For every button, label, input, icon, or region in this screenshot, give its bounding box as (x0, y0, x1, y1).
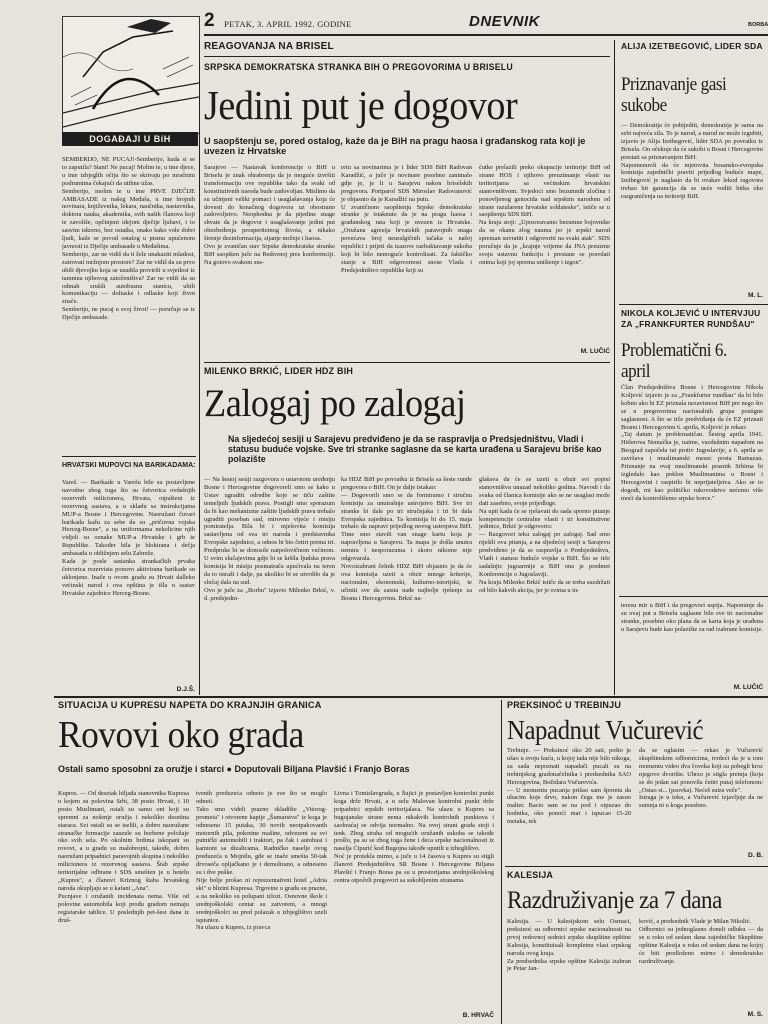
sidebar-column-rule (199, 40, 200, 695)
bottom-column-rule (501, 700, 502, 1024)
brkic-kicker: MILENKO BRKIĆ, LIDER HDZ BIH (204, 366, 354, 376)
brkic-summary: Na sljedećoj sesiji u Sarajevu predviđeno je da se raspravlja o Predsjedništvu, Vladi i statusu buduće vojske. Sve tri stranke saglasne da se karta urađena u Sarajevu briše kao polazište (228, 434, 602, 465)
koljevic-continuation: teresu mir u BiH i da pregovori uspija. Napominje da su ovaj put u Briselu saglasne bile sve tri nacionalne stranke, posebno oko plana da se karta koja je urađena u Sarajevu bude kao polazište za rad izabrane komisije. (621, 602, 763, 633)
bridge-illustration (62, 16, 200, 134)
brkic-column-2: ka HDZ BiH po povratku iz Brisela sa šeste runde pregovora o BiH. On je dalje istakao: — Dogovorili smo se da formiramo i stručnu komisiju za unutrašnje ustrojstvo BiH. Sve tri stranke bi dale po tri stručnjaka i tri bi dala Evropska zajednica. Ta komisija bi do 15. maja trebalo da napravi prijedlog novog ustrojstva BiH. Time smo stavili van snage kartu koja je napravljena u Sarajevu. Ta mapa je došla unutra nemira i nesporazuma i skoro nikome nije odgovarala. Novoizabrani čelnik HDZ BiH objasnio je da će ova komisija uzeti u obzir mnoge kriterije, nacionalni, ekonomski, kulturno-istorijski, te učiniti sve da zaista nađe najbolje rješenje za Bosnu i Hercegovinu. Brkić na- (341, 476, 472, 602)
izetbegovic-headline: Priznavanje gasi sukobe (621, 74, 727, 116)
sidebar-story-vares: Vareš. — Barikade u Varešu bile su postavljene navodno zbog toga što su četvorica ovdašnjih rezervnih milicionera, Hrvata, otpušteni iz rezervnog sastava, a u skladu sa instrukcijama MUP-a Bosne i Hercegovine. Naoružani čuvari barikada kažu za sebe da su „pričuvna vojska Herceg-Bosne", a na uniformama nekolicine njih vidjeli su oznake MUP-a Hrvatske i grb te Republike. Također bila je blokirana i dečja ambasada u obližnjem selu Zabreže. Kada je posle sastanka strankačkih prvaka četvorica rezervista ponovo aktivirana barikade su uklonjene. Inače u ovom gradu su Hrvati dalleko većinski narod i ova opština je išla u sastav Hrvatske zajednice Herceg-Bosne. (62, 479, 195, 597)
brkic-column-3: glašava da će se uzeti u obzir svi popisi stanovništva unazad nekoliko godina. Navodi i da svaka od članica komisije ako se ne usaglasi može dati zasebno, svoje prijedloge. Na upit kada će se rješavati do sada sporno pitanje kompetencije centralne vlasti i tri konstitutivne jedinice, Brkić je odgovorio: — Razgovori teku zalogaj po zalogaj. Sad smo riješili ova pitanja, a na sljedećoj sesiji u Sarajevu predviđeno je da se raspravlja o Predsjedništvu, Vladi i statusu buduće vojske u BiH. Što se tiče sadašnjic jugoarmije u BiH ona je predmet Konferencije o Jugoslaviji. Na kraju Milenko Brkić ističe da se treba suzdržati od bilo kakvih akcija, jer je svima u in- (479, 476, 610, 594)
right-divider-1 (619, 304, 768, 305)
kupres-summary: Ostali samo sposobni za oružje i starci ● Doputovali Biljana Plavšić i Franjo Boras (58, 764, 410, 774)
kalesija-headline: Razdruživanje za 7 dana (507, 887, 722, 914)
lead-kicker: SRPSKA DEMOKRATSKA STRANKA BIH O PREGOVORIMA U BRISELU (204, 62, 513, 72)
lead-column-1: Sarajevo — Nastavak konferencije o BiH u Briselu je znak ohrabrenja da je moguće izvršiti transformaciju ove republike tako da svaki od konstitutivnih naroda bude zadovoljan. Mislimo da su učinjeni veliki pomaci i usaglašavanja koja će dovesti do konačnog dogovora uz obostrano zadovoljstvo. Neophodna je da pijedine snage shvate da je dogovor i usaglašavanje jedini put obezbeđenja prosperitetnog života, a nikako širenje dezinformacija, sijanje mržnje i haosa. Ovo je zvaničan stav Srpske demokratske stranke BiH saopšten juče na Redovnoj pres konferenciji. Na gotovo svakom sus- (204, 164, 335, 266)
vucurevic-signature: D. B. (747, 852, 763, 859)
bridge-icon (63, 17, 199, 133)
koljevic-headline: Problematični 6. april (621, 340, 727, 382)
kalesija-column-2: ković, a predsednik Vlade je Milan Nikolić. Odbornici su jednoglasno doneli odluku — da se u roku od sedam dana zajedničke Skupštine opštine Kalesija u roku od sedam dana na kojoj će biti predloženo mirno i demokratsko razdruživanje. (639, 918, 763, 965)
izetbegovic-body: — Demokratija će pobijediti, demokratija je sama na sebi najveća sila. To je narod, a narod ne može izgubiti, izjavio je Alija Izetbegović, lider SDA po povratku iz Brisela. On očekuje da će sukobi u Bosni i Hercegovini prestati sa priznavanjem BiH. Napomenuvši da će mjetovita bosansko-evropska komisija zajednički praviti prijedlog buduće mape, Izetbegović je naglasio da bi ovakav lekod ragovora trebao bit garancija da se neće voditi bitka oko razgraničenja na teritoriji BiH. (621, 122, 763, 201)
masthead-rule (204, 34, 768, 36)
sidebar-divider (62, 456, 196, 457)
kupres-column-3: Livna i Tomislavgrada, u Šujici je postavljen kontrolni punkt koga drže Hrvati, a u selu Malovan kontrolni punkt drže pripadnici srpskih teritorijalaca. Na ulazu u Kupres sa bugojanske strane nema nikakvih kontrolnih punktova i saobraćaj se odvija normalno. Na ovoj strani grada stoji i tenk. Zbog straha od mogućih oružanih sukoba se takođe prošlo, pa su se zbog toga žene i deca srpske nacionalnosti iz naselja Ćipurić kod Bugojna takođe uputili u izbeglištvo. Noć je protekla mirno, a juče u 14 časova u Kupres su stigli članovi Predsjedništva SR Bosne i Hercegovine Biljana Plavšić i Franjo Boras pa su u prostorijama srednjoškolskog centra otpočeli pregovori sa sukobljenim stranama. (334, 790, 494, 884)
izetbegovic-kicker: ALIJA IZETBEGOVIĆ, LIDER SDA (621, 41, 763, 51)
sidebar-story-title: HRVATSKI MUPOVCI NA BARIKADAMA: (62, 462, 196, 469)
koljevic-kicker: NIKOLA KOLJEVIĆ U INTERVJUU ZA „FRANKFURTER RUNDŠAU" (621, 308, 761, 329)
right-column-rule (614, 40, 615, 695)
bottom-section-rule (54, 696, 768, 698)
right-divider-2 (619, 596, 768, 597)
lead-column-2: retu sa novinarima je i lider SDS BiH Radovan Karadžić, a juče je novinare posebno zanimalo gdje je, je li u Sarajevu nakon briselskih pregovora. Portparol SDS Miroslav Radovanović je objasnio da je Karadžić na putu. U zvaničnom saopštenju Srpske demokratske stranke je istaknuto da je na pragu haosa i građanskog rata koji je uvezen iz Hrvatske. „Oružana agresija hrvatskih paravojnih snaga povećava broj neuralgičnih tačaka u našoj republici i prijeti da izazove razbuktavanje sukoba koji bi bilo nemoguće kontrolisati. Za faktičko stanje u BiH odgovornost snose Vlada i Predsjedništvo republike koji su (341, 164, 472, 274)
kalesija-kicker: KALESIJA (507, 870, 554, 880)
sidebar-signature: D.J.Š. (176, 686, 195, 693)
lead-headline: Jedini put je dogovor (204, 82, 518, 128)
kupres-signature: B. HRVAČ (462, 1012, 494, 1019)
kupres-headline: Rovovi oko grada (58, 714, 304, 756)
vucurevic-kicker: PREKSINOĆ U TREBINJU (507, 700, 622, 710)
lead-section-rule (204, 56, 610, 57)
kupres-column-1: Kupres. — Od desetak hiljada stanovnika Kupresa u kojem su polovina Srbi, 38 posto Hrvati, i 10 posto Muslimani, ostali su samo oni koji su spremni za nošenje oružja i nekoliko desetina staraca. Svi ostali su se iselili, a dobro naoružane stranačke formacije zauzele su borbene položaje oko svih sela. Po okolnim brdima iskopani su rovovi, a u gradu su malobrojni, takođe, dobro naoružani pripadnici paravojnih skupina i nekoliko milicionera iz rezervnog sastava. Štab srpske teritorijalne odbrane i SDS smešten je u hotelu „Kupres", a članovi Kriznog štaba hrvatskog naroda okupljaju se u kafani „Ana". Pucnjave i oružanih incidenata nema. Više od polovine automobila koji prođu gradom nemaju registarske tablice. U poslednjih pet-šest dana iz druš- (58, 790, 189, 924)
koljevic-signature: M. LUČIĆ (733, 684, 763, 691)
corner-label: BORBA (748, 22, 768, 28)
izetbegovic-signature: M. L. (747, 292, 763, 299)
kupres-kicker: SITUACIJA U KUPRESU NAPETA DO KRAJNJIH GRANICA (58, 700, 322, 710)
paper-name: DNEVNIK (469, 13, 541, 30)
koljevic-body: Član Predsjedništva Bosne i Hercegovine Nikola Koljević izjavio je za „Frankfurter rundšau" da bi bilo kobno ako bi EZ priznala nezavisnost BiH pre nego što se u pregovorima nacionalnih grupa postigne saglasnost. A što se tiče predviđanja da će EZ priznati Bosnu i Hercegovinu 6. aprila, Koljević je rekao: „Taj datum je problematičan. Šestog aprila 1941. Hitlerova Nemačka je, naime, vazdušnim napadom na Beograd započela rat protiv Jugoslavije, a 6. aprila se završava i muslimanski mesec posta Ramazan. Priznanje na ovaj muslimanski praznik Srbima bi izgledalo kao poklon Muslimanima u Bosni i Hercegovini i raspirilo bi neprijateljstva. Ako se to dogodi, mi kao političko rukovodstvo nećemo više moći da kontrolišemo srpske borce." (621, 384, 763, 502)
section-banner: DOGAĐAJI U BiH (62, 132, 198, 146)
issue-date: PETAK, 3. APRIL 1992. GODINE (224, 19, 352, 29)
sidebar-story-children-embassy: SEMBERIJO, NE PUCAJ!-Semberijo, kuda si se to zaputila? Stani! Ne pucaj! Molim te, u tme djece, u ime izbjeglih očiju što se skrivaju po mračnim podrumima čekajući da utihne užas. Semberijo, molim te u ime PRVE DJEČIJE AMBASADE iz našeg Međaša, u ime brojnih novinara, književnika, lekara, naučnika, nastavnika, doktora nauka, akademika, svih naših članova koji te zavoliše, opčinjeni idejom dječije ljubavi, i to sasvim iskreno, bez ostatka, onako kako vole dobri ljudi, kaže se povod ostalog u pismu upućenom javnosti iz Dječije ambasade u Međašima. Semberijo, zar ne vidiš da ti žele unakaziti mladost, zatrovati mržnjom prostore? Zar ne vidiš da su prvo ubili djevojku koja se usudila provirili u svjetlost iz tamnina njihovog zatočeništva? Zar ne vidiš da su odmah srušili autobusnu stanicu, ubili komunikaciju — doliaske i odlaske koji život znače. Semberijo, ne pucaj u svoj život! — poručuje se iz Dječije ambasade. (62, 156, 195, 322)
lead-summary: U saopštenju se, pored ostalog, kaže da je BiH na pragu haosa i građanskog rata koji je uvezen iz Hrvatske (204, 136, 586, 157)
lead-bottom-rule (204, 362, 610, 363)
lead-column-3: ćutke prelazili preko okupacije teritorije BiH od strane HOS i njihovo preuzimanje vlasti na teritorijama sa većinskim hrvatskim stanovništvom. Svjedoci smo bezumnih zločina i ponovljenog genocida nad srpskim narodom od strane razularene hrvatske soldateske", ističe se u saopštenju SDS BiH. Na kraju stoji: „Upozoravamo bezumne bojovnike da se okanu zlog nauma jer je srpski narod spreman suvratiti i odgovoriti na svaki atak". SDS poručuje da je „krajnje vrijeme da JNA preuzme svoju ustavnu funkciju i prestane se pravdati onima koji joj sprema uništenje i izgon". (479, 164, 610, 266)
page-number: 2 (204, 10, 215, 31)
vucurevic-column-1: Trebinje. — Preksinoć oko 20 sati, pošto je ušao u svoju kuću, u kojoj tada nije bilo nikoga, za sada nepoznati napadači pucali su na trebinjskog gradonačelnika i predsednika SAO Hercegovina, Božidara Vučurevića. — U momentu pucanja prišao sam šporetu da ubacim koje drvo, nakon čega me je zasuo malter. Bacio sam se na pod i otpuzao do hodnika, oko ponoći mat i ispucao 15-20 metaka, tek (507, 747, 631, 826)
bottom-right-divider (505, 866, 768, 867)
kalesija-signature: M. S. (747, 1011, 763, 1018)
lead-section-label: REAGOVANJA NA BRISEL (204, 41, 334, 52)
kupres-column-2: tvenih preduzeća odneto je sve što se moglo odneti. Tako smo videli prazno skladište „Vitorog-prometa" i otvorene kapije „Šumarstva" iz koga je odneseno 15 putaka, 30 novih neotpakovanih motornih pila, pokretne mašine, odvezeni su svi putnički automobili i traktori, pa čak i autobusi i kamioni sa dizalicama. Radničko naselje ovog preduzeća u Mojnilu, gde se inače smešta 50-tak drvoseča opljačkano je i demolirano, a odneseno su i dve puške. Nije bolje prošao ni reprezentativni hotel „Adria ski" u blizini Kupresa. Trgovine u gradu su prazne, a na nekoliko su polupani izlozi. Osnovne škole i srednjoškolski centar su zatvoreni, a mnogi srednjoškolci su pred polazak u izbjeglištvo uzeli ispisnice. Na ulazu u Kupres, iz pravca (196, 790, 327, 932)
vucurevic-headline: Napadnut Vučurević (507, 715, 704, 745)
brkic-headline: Zalogaj po zalogaj (204, 382, 466, 425)
lead-signature: M. LUČIĆ (580, 348, 610, 355)
vucurevic-column-2: da se oglasim — rekao je Vučurević skupštinskim odbornicima, tvrdeći da je u tom momentu video dva čoveka koji su pobegli kroz njegovo dvorište. Ubrzo je stigla pretnja (koja se do jedan sat ponovila četiri puta) telefonom: „Ostao si... (psovka). Nećeš sutra veče". Istraga je u toku, a Vučurević izjavljuje da ne sumnja ni u koga posebno. (639, 747, 763, 810)
kalesija-column-1: Kalesija. — U kalesijskom selu Osmaci, preksinoć su odbornici srpske nacionalnosti na prvoj redovnoj sednici srpske skupštine opštine Kalesija, konstituisali kompletnu vlast srpskog naroda ovog kraja. Za predsednika srpske opštine Kalesija izabran je Petar Jan- (507, 918, 631, 973)
brkic-column-1: — Na šestoj sesiji razgovora o ustavnom uređenju Bosne i Hercegovine dogovoreli smo se kako u Ustav ugraditi odredbe koje se tiču zaštite temeljnih ljudskih prava. Postigli smo sporazum da bi kao mehanizme zaštite ljudskih prava trebalo ugraditi poseban sud, mirovno vijeće i misiju pomiratelja. Bila bi i mješovita komisija sastavljena od sva tri naroda i predstavnika Evropske zajednice, a odnos bi bio četiri prema tri. Predpruke bi se donosile natpolovičnom većinom. U svim slučajevima gdje bi se kršila ljudska prava komisija bi misiju posmatrača upućivala na teren da to istraži i dalje, pa ukoliko bi se utvrdilo da je slučaj dala na sud. Ovo je juče za „Borbu" izjavio Milenko Brkić, v. d. predsjedni- (204, 476, 335, 602)
